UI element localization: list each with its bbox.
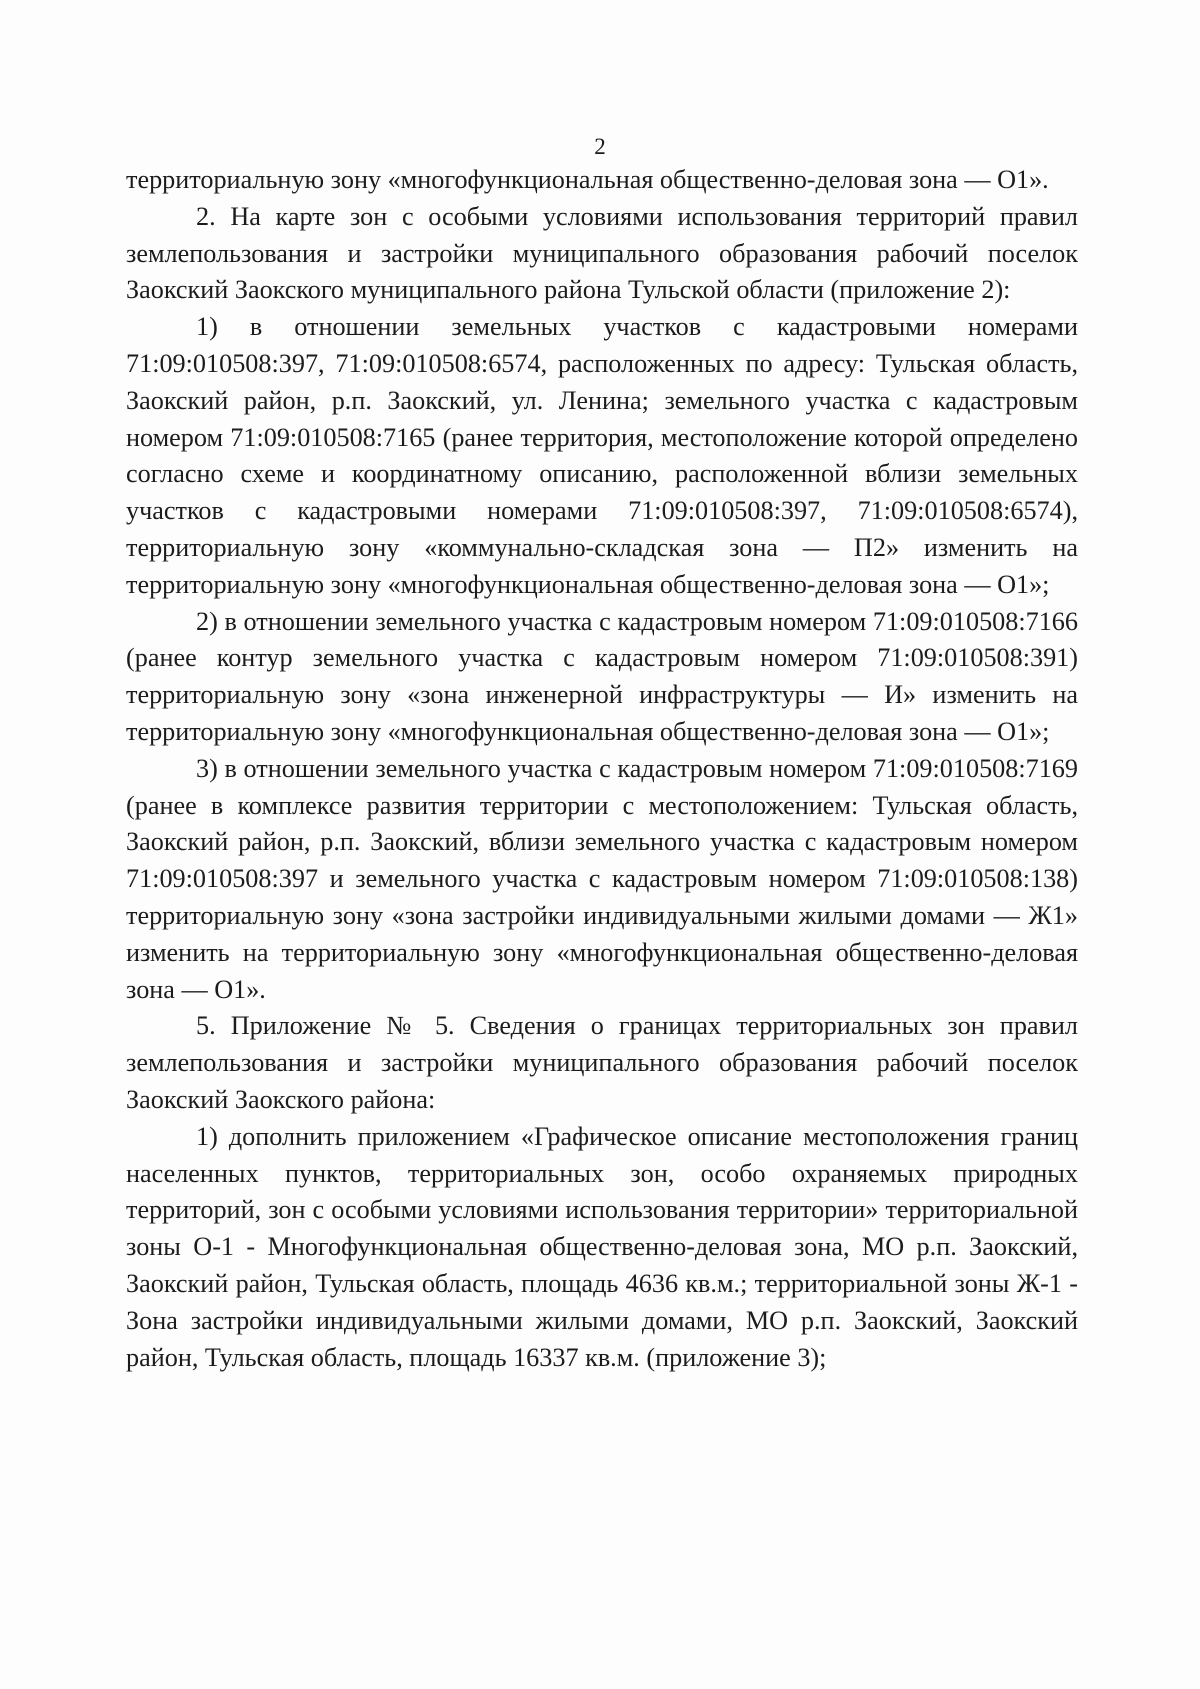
paragraph-subitem-1: 1) в отношении земельных участков с кадастровыми номерами 71:09:010508:397, 71:09:010508:6574, расположенных по адресу: Тульская область, Заокский район, р.п. Заокский, ул. Ленина; земельного участка с кадастровым номером 71:09:010508:7165 (ранее территория, местоположение которой определено согласно схеме и координатному описанию, расположенной вблизи земельных участков с кадастровыми номерами 71:09:010508:397, 71:09:010508:6574), территориальную зону «коммунально-складская зона — П2» изменить на территориальную зону «многофункциональная общественно-деловая зона — О1»; bbox=[126, 312, 1078, 599]
page-number: 2 bbox=[594, 134, 606, 159]
paragraph-subitem-2: 2) в отношении земельного участка с кадастровым номером 71:09:010508:7166 (ранее контур земельного участка с кадастровым номером 71:09:010508:391) территориальную зону «зона инженерной инфраструктуры — И» изменить на территориальную зону «многофункциональная общественно-деловая зона — О1»; bbox=[126, 606, 1078, 746]
paragraph-subitem-3: 3) в отношении земельного участка с кадастровым номером 71:09:010508:7169 (ранее в комплексе развития территории с местоположением: Тульская область, Заокский район, р.п. Заокский, вблизи земельного участка с кадастровым номером 71:09:010508:397 и земельного участка с кадастровым номером 71:09:010508:138) территориальную зону «зона застройки индивидуальными жилыми домами — Ж1» изменить на территориальную зону «многофункциональная общественно-деловая зона — О1». bbox=[126, 753, 1078, 1004]
paragraph-item-5-appendix: 5. Приложение № 5. Сведения о границах территориальных зон правил землепользования и застройки муниципального образования рабочий поселок Заокский Заокского района: bbox=[126, 1011, 1078, 1114]
paragraph-item-2-map: 2. На карте зон с особыми условиями использования территорий правил землепользования и застройки муниципального образования рабочий поселок Заокский Заокского муниципального района Тульской области (приложение 2): bbox=[126, 201, 1078, 305]
paragraph-zone-continuation: территориальную зону «многофункциональная общественно-деловая зона — О1». bbox=[126, 165, 1049, 194]
document-body bbox=[126, 162, 1078, 1376]
paragraph-subitem-1-appendix: 1) дополнить приложением «Графическое описание местоположения границ населенных пунктов, территориальных зон, особо охраняемых природных территорий, зон с особыми условиями использования территории» территориальной зоны О-1 - Многофункциональная общественно-деловая зона, МО р.п. Заокский, Заокский район, Тульская область, площадь 4636 кв.м.; территориальной зоны Ж-1 - Зона застройки индивидуальными жилыми домами, МО р.п. Заокский, Заокский район, Тульская область, площадь 16337 кв.м. (приложение 3); bbox=[126, 1121, 1078, 1372]
